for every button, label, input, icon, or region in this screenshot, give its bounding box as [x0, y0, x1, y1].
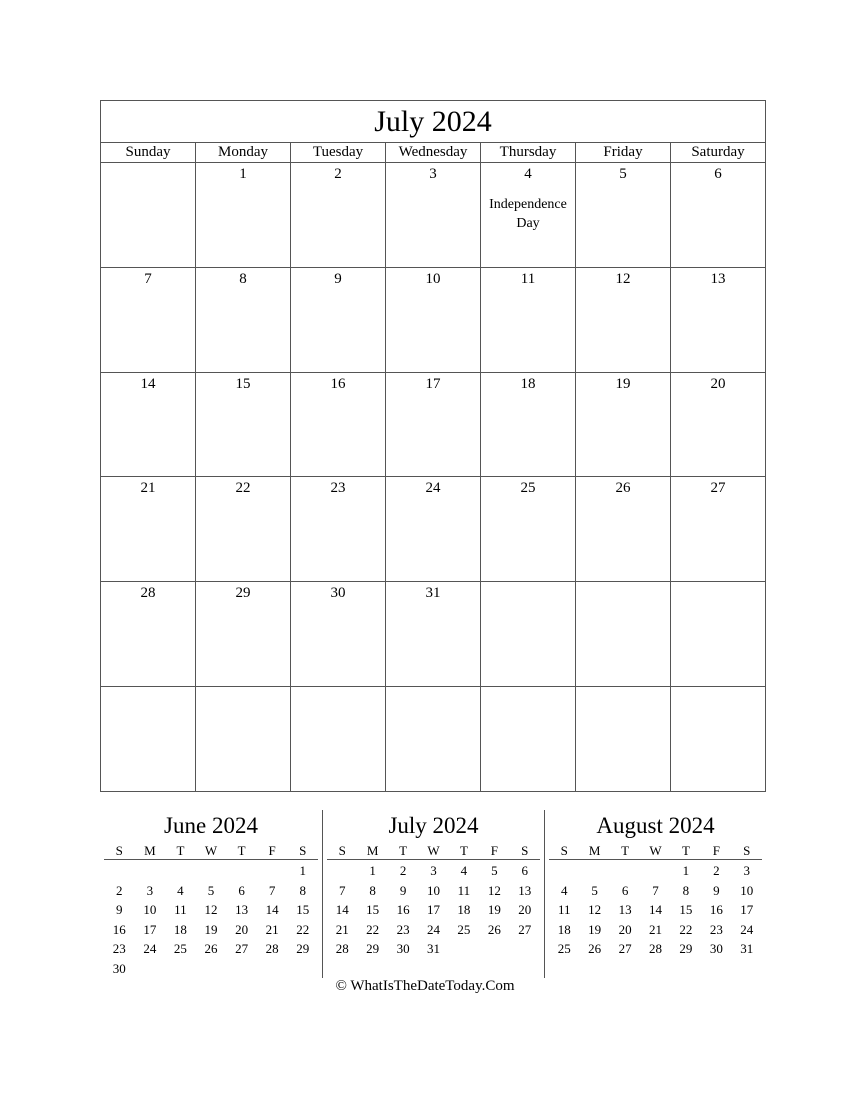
day-cell [671, 373, 765, 477]
mini-day: 1 [682, 863, 690, 878]
mini-day: 23 [709, 921, 723, 937]
day-cell [101, 477, 196, 581]
mini-day: 20 [618, 921, 632, 937]
mini-weekday: F [268, 843, 276, 858]
day-cell [386, 477, 481, 581]
day-number: 15 [235, 375, 251, 392]
mini-day [327, 861, 357, 881]
mini-day: 7 [268, 882, 276, 898]
mini-day [165, 861, 196, 881]
mini-day: 28 [335, 941, 349, 956]
day-cell [196, 582, 291, 686]
day-cell [671, 477, 765, 581]
day-number: 28 [140, 585, 156, 602]
mini-day: 16 [112, 921, 126, 937]
mini-day-grid [549, 860, 762, 959]
mini-day: 26 [204, 941, 218, 956]
mini-day: 22 [366, 921, 380, 937]
mini-day: 25 [173, 941, 187, 956]
mini-day: 6 [521, 863, 529, 878]
day-cell [101, 687, 196, 791]
day-number: 2 [334, 166, 342, 182]
mini-day: 2 [713, 863, 720, 878]
mini-weekday: S [338, 843, 346, 858]
mini-day: 22 [296, 921, 310, 937]
weekday-saturday: Saturday [691, 144, 745, 160]
mini-day: 10 [740, 882, 754, 898]
mini-day: 17 [143, 921, 157, 937]
day-number: 1 [239, 166, 247, 182]
day-number: 5 [619, 166, 627, 182]
day-number: 13 [710, 270, 726, 287]
day-cell [196, 373, 291, 477]
day-number: 4 [524, 166, 532, 182]
mini-day: 26 [487, 921, 501, 937]
mini-weekday: T [681, 843, 690, 858]
day-cell [291, 582, 386, 686]
mini-calendar-july [322, 810, 544, 978]
mini-calendar-june [100, 810, 322, 978]
day-number: 20 [710, 375, 726, 392]
day-cell [386, 268, 481, 372]
day-cell [576, 582, 671, 686]
day-cell [671, 268, 765, 372]
mini-day: 31 [426, 941, 440, 956]
mini-day: 8 [682, 882, 690, 898]
mini-day: 3 [146, 882, 154, 898]
mini-day: 8 [369, 882, 376, 898]
mini-day: 10 [426, 882, 440, 898]
calendar-week-row [101, 373, 765, 478]
mini-day [226, 861, 257, 881]
mini-day: 25 [457, 921, 471, 937]
calendar-week-row [101, 687, 765, 791]
mini-day: 27 [518, 921, 532, 937]
day-cell [671, 582, 765, 686]
day-number: 24 [425, 480, 441, 497]
mini-calendar-title: June 2024 [164, 813, 258, 838]
mini-day: 3 [430, 863, 437, 878]
mini-day: 26 [588, 941, 602, 956]
day-number: 6 [714, 166, 722, 182]
copyright-footer: © WhatIsTheDateToday.Com [335, 978, 515, 994]
day-cell [481, 163, 576, 267]
weekday-tuesday: Tuesday [291, 143, 386, 162]
mini-day: 19 [204, 921, 218, 937]
day-cell [576, 687, 671, 791]
mini-day: 5 [491, 863, 498, 878]
day-number: 14 [140, 375, 156, 392]
mini-day: 11 [557, 902, 571, 917]
mini-weekday: M [588, 843, 601, 858]
mini-day: 27 [235, 941, 249, 956]
day-number: 9 [334, 270, 342, 287]
day-cell [196, 687, 291, 791]
mini-weekday: T [237, 843, 246, 858]
mini-day: 7 [652, 882, 659, 898]
day-number: 19 [615, 375, 631, 392]
mini-day: 9 [713, 882, 720, 898]
mini-day: 28 [265, 941, 279, 956]
mini-day: 20 [518, 902, 532, 917]
mini-day: 24 [143, 941, 157, 956]
mini-day: 16 [396, 902, 410, 917]
calendar-week-row [101, 268, 765, 373]
mini-day: 4 [560, 882, 568, 898]
mini-weekday-header [549, 842, 762, 860]
mini-day: 30 [709, 941, 723, 956]
day-cell [386, 582, 481, 686]
day-cell [386, 373, 481, 477]
mini-weekday: F [712, 843, 720, 858]
day-number: 29 [235, 585, 251, 602]
day-cell [101, 373, 196, 477]
mini-day: 2 [116, 882, 123, 898]
calendar-week-row [101, 582, 765, 687]
mini-weekday: W [649, 843, 662, 858]
weekday-wednesday: Wednesday [386, 143, 481, 162]
mini-day: 30 [112, 960, 126, 976]
mini-day: 15 [366, 902, 380, 917]
day-number: 17 [425, 375, 441, 392]
mini-day: 19 [588, 921, 602, 937]
mini-day: 24 [740, 921, 754, 937]
mini-day: 19 [487, 902, 501, 917]
mini-weekday: F [490, 843, 498, 858]
mini-day: 21 [265, 921, 279, 937]
day-cell [101, 268, 196, 372]
mini-day [196, 861, 227, 881]
day-number: 12 [615, 270, 631, 287]
mini-day: 23 [112, 941, 126, 956]
mini-day: 13 [618, 902, 632, 917]
mini-day: 2 [399, 863, 407, 878]
weekday-header [101, 143, 765, 163]
mini-day: 16 [709, 902, 723, 917]
mini-calendars [100, 810, 766, 978]
mini-weekday: T [399, 843, 408, 858]
mini-day: 29 [296, 941, 310, 956]
mini-day: 6 [238, 882, 245, 898]
mini-day [135, 861, 166, 881]
day-cell [196, 268, 291, 372]
mini-day: 18 [173, 921, 187, 937]
day-number: 25 [520, 480, 536, 497]
mini-day: 5 [207, 882, 215, 898]
day-cell [671, 687, 765, 791]
day-number: 16 [330, 375, 346, 392]
day-cell [386, 687, 481, 791]
mini-day: 25 [557, 941, 571, 956]
mini-day: 12 [588, 902, 602, 917]
mini-weekday: S [560, 843, 568, 858]
mini-weekday: S [743, 843, 751, 858]
day-cell [481, 268, 576, 372]
day-number: 3 [429, 166, 437, 182]
day-cell [196, 163, 291, 267]
mini-calendar-title: August 2024 [596, 813, 715, 838]
mini-weekday: S [115, 843, 123, 858]
day-cell [291, 373, 386, 477]
day-cell [576, 163, 671, 267]
mini-day: 24 [426, 921, 440, 937]
mini-weekday: W [204, 843, 218, 858]
mini-day: 8 [299, 882, 306, 898]
mini-day: 15 [296, 902, 310, 917]
calendar-week-row [101, 477, 765, 582]
mini-day: 28 [648, 941, 662, 956]
day-cell [291, 477, 386, 581]
month-calendar [100, 100, 766, 792]
mini-weekday: M [144, 843, 156, 858]
day-number: 8 [239, 270, 247, 287]
day-cell [481, 373, 576, 477]
mini-day-grid [104, 860, 318, 978]
calendar-title: July 2024 [101, 101, 765, 143]
calendar-grid [101, 163, 765, 791]
day-cell [196, 477, 291, 581]
weekday-monday: Monday [196, 143, 291, 162]
mini-day: 18 [457, 902, 471, 917]
mini-day: 4 [177, 882, 184, 898]
day-number: 26 [615, 480, 631, 497]
mini-day: 3 [743, 863, 751, 878]
mini-weekday: T [176, 843, 185, 858]
day-cell [671, 163, 765, 267]
mini-day: 7 [338, 882, 346, 898]
day-number: 21 [140, 480, 156, 497]
mini-weekday: W [427, 843, 440, 858]
day-cell [576, 477, 671, 581]
mini-day: 13 [518, 882, 532, 898]
weekday-friday: Friday [576, 143, 671, 162]
day-cell [576, 373, 671, 477]
day-number: 30 [330, 585, 346, 602]
mini-calendar-august [544, 810, 766, 978]
mini-day [610, 861, 640, 881]
mini-day: 11 [174, 902, 187, 917]
mini-day: 14 [648, 902, 662, 917]
mini-day: 11 [457, 882, 471, 898]
mini-day: 14 [265, 902, 279, 917]
mini-day [104, 861, 135, 881]
mini-day [640, 861, 670, 881]
mini-day: 4 [460, 863, 468, 878]
mini-day: 29 [366, 941, 380, 956]
day-cell [291, 268, 386, 372]
calendar-week-row [101, 163, 765, 268]
mini-day: 30 [396, 941, 410, 956]
mini-day [549, 861, 579, 881]
mini-day: 6 [621, 882, 629, 898]
mini-day: 23 [396, 921, 410, 937]
day-cell [481, 477, 576, 581]
mini-day: 17 [426, 902, 440, 917]
mini-weekday: T [459, 843, 468, 858]
mini-calendar-title: July 2024 [388, 813, 479, 838]
day-number: 10 [425, 270, 441, 287]
mini-day: 31 [740, 941, 754, 956]
mini-day: 12 [204, 902, 218, 917]
mini-day: 5 [591, 882, 598, 898]
day-cell [291, 687, 386, 791]
day-cell [291, 163, 386, 267]
mini-day: 1 [299, 863, 306, 878]
mini-day: 21 [648, 921, 662, 937]
day-number: 7 [144, 270, 152, 287]
mini-day: 1 [369, 863, 376, 878]
mini-day: 17 [740, 902, 754, 917]
mini-weekday: T [621, 843, 630, 858]
mini-day: 9 [116, 902, 123, 917]
mini-day: 29 [679, 941, 693, 956]
weekday-thursday: Thursday [481, 143, 576, 162]
day-cell [101, 582, 196, 686]
weekday-sunday: Sunday [101, 143, 196, 162]
mini-day: 10 [143, 902, 157, 917]
mini-day: 21 [335, 921, 349, 937]
mini-weekday-header [104, 842, 318, 860]
day-number: 22 [235, 480, 251, 497]
day-cell [481, 687, 576, 791]
mini-weekday: M [366, 843, 379, 858]
day-cell [576, 268, 671, 372]
holiday-label: Independence Day [489, 197, 567, 231]
mini-day: 18 [557, 921, 571, 937]
mini-day: 20 [235, 921, 249, 937]
mini-day: 27 [618, 941, 632, 956]
mini-weekday-header [327, 842, 540, 860]
mini-day-grid [327, 860, 540, 959]
day-number: 31 [425, 585, 441, 602]
mini-day: 14 [335, 902, 349, 917]
day-number: 11 [520, 270, 536, 287]
mini-day: 13 [235, 902, 249, 917]
day-number: 23 [330, 480, 346, 497]
mini-day: 22 [679, 921, 693, 937]
day-cell [386, 163, 481, 267]
day-cell [101, 163, 196, 267]
day-cell [481, 582, 576, 686]
mini-day: 15 [679, 902, 693, 917]
day-number: 18 [520, 375, 536, 392]
mini-weekday: S [299, 843, 307, 858]
day-number: 27 [710, 480, 726, 497]
mini-day [579, 861, 609, 881]
mini-weekday: S [521, 843, 529, 858]
mini-day [257, 861, 288, 881]
mini-day: 9 [399, 882, 407, 898]
mini-day: 12 [487, 882, 501, 898]
